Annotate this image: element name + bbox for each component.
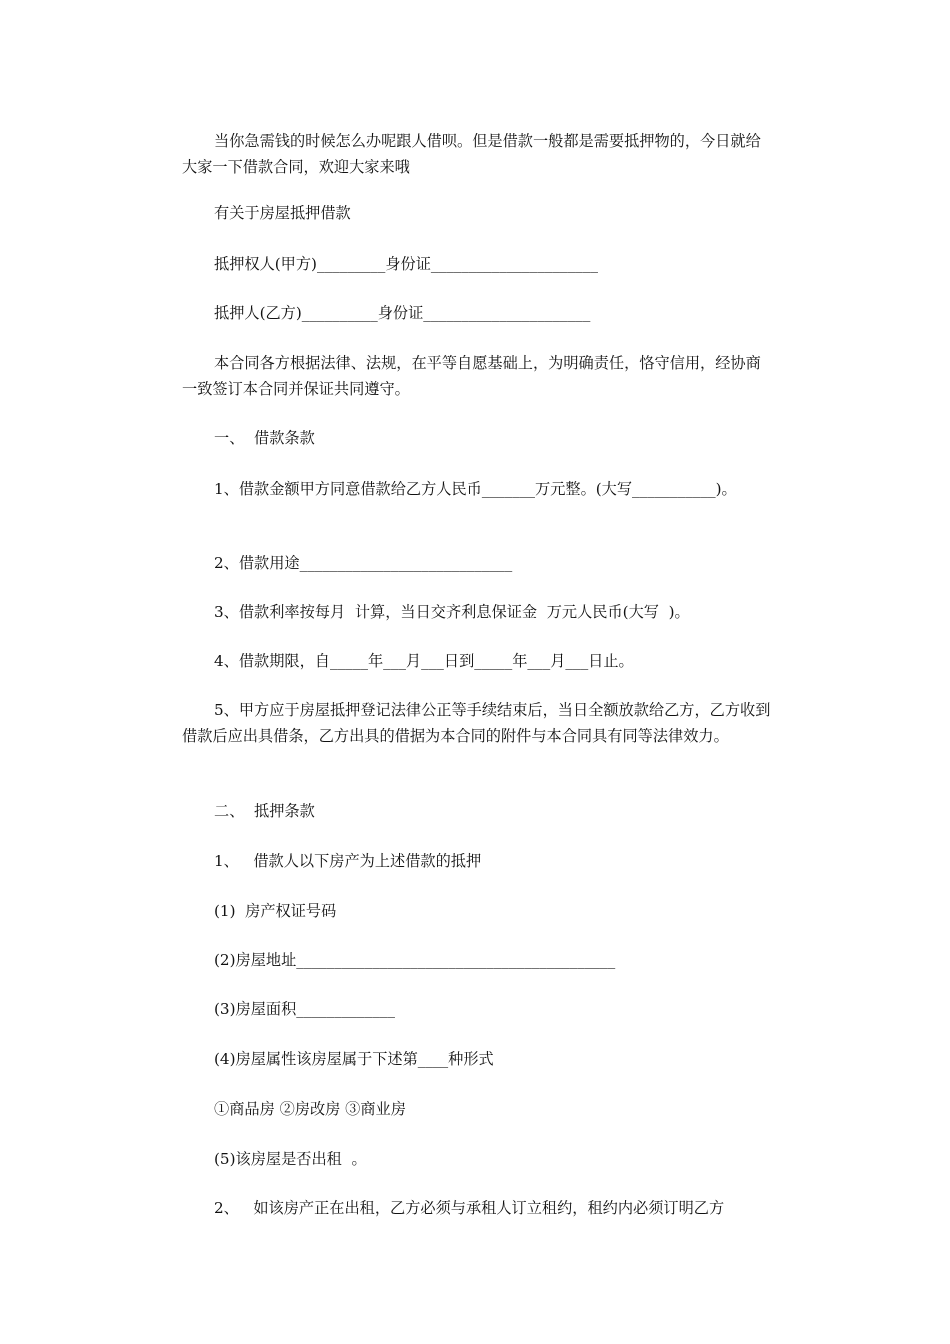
item-property-certificate: (1) 房产权证号码: [214, 902, 337, 920]
mortgagor-line: 抵押人(乙方)__________身份证______________________: [214, 304, 591, 322]
clause-loan-amount: 1、借款金额甲方同意借款给乙方人民币_______万元整。(大写___________)。: [214, 480, 737, 498]
section-heading-mortgage-terms: 二、 抵押条款: [214, 802, 315, 820]
mortgagee-line: 抵押权人(甲方)_________身份证______________________: [214, 255, 598, 273]
clause-mortgage-property: 1、 借款人以下房产为上述借款的抵押: [214, 852, 482, 870]
item-property-type: (4)房屋属性该房屋属于下述第____种形式: [214, 1050, 494, 1068]
preamble-paragraph: 本合同各方根据法律、法规，在平等自愿基础上，为明确责任，恪守信用，经协商一致签订本合同并保证共同遵守。: [182, 354, 761, 398]
clause-rented-property: 2、 如该房产正在出租，乙方必须与承租人订立租约，租约内必须订明乙方: [214, 1199, 725, 1217]
clause-loan-term: 4、借款期限，自_____年___月___日到_____年___月___日止。: [214, 652, 634, 670]
item-property-address: (2)房屋地址__________________________________________: [214, 951, 616, 969]
clause-loan-purpose: 2、借款用途____________________________: [214, 554, 513, 572]
property-type-options: ①商品房 ②房改房 ③商业房: [214, 1100, 406, 1118]
document-title: 有关于房屋抵押借款: [214, 204, 351, 222]
clause-disbursement: 5、甲方应于房屋抵押登记法律公正等手续结束后，当日全额放款给乙方，乙方收到借款后应出具借条，乙方出具的借据为本合同的附件与本合同具有同等法律效力。: [182, 701, 771, 745]
intro-paragraph: 当你急需钱的时候怎么办呢跟人借呗。但是借款一般都是需要抵押物的，今日就给大家一下借款合同，欢迎大家来哦: [182, 132, 761, 176]
item-property-rented: (5)该房屋是否出租 。: [214, 1150, 367, 1168]
item-property-area: (3)房屋面积_____________: [214, 1000, 395, 1018]
clause-interest-rate: 3、借款利率按每月 计算，当日交齐利息保证金 万元人民币(大写 )。: [214, 603, 690, 621]
section-heading-loan-terms: 一、 借款条款: [214, 429, 315, 447]
